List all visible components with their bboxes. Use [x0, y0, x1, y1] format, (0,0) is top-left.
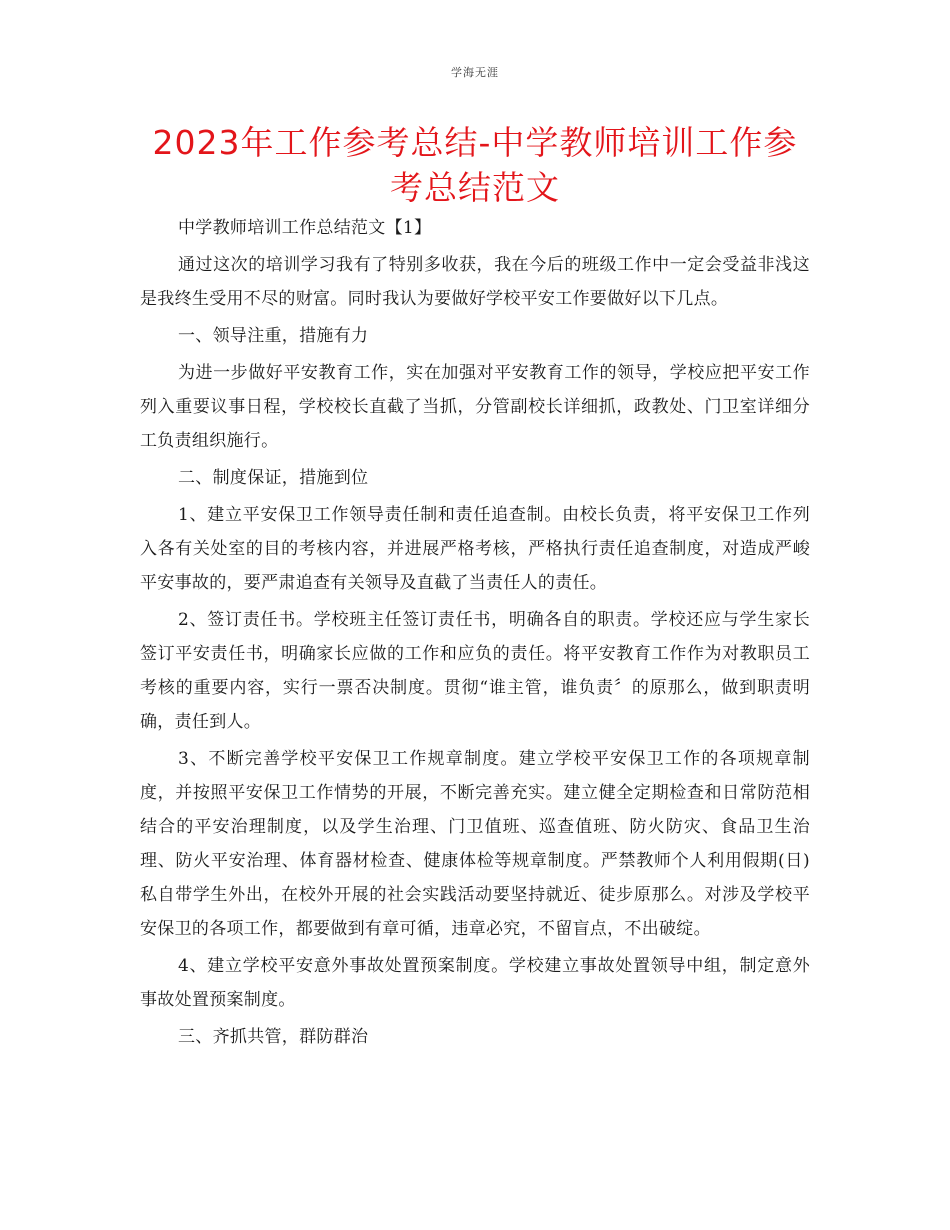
- section-heading: 三、齐抓共管，群防群治: [178, 1027, 369, 1047]
- page-header: 学海无涯: [451, 66, 499, 79]
- paragraph: 通过这次的培训学习我有了特别多收获，我在今后的班级工作中一定会受益非浅这是我终生受用不尽的财富。同时我认为要做好学校平安工作要做好以下几点。: [140, 255, 810, 309]
- section-heading: 中学教师培训工作总结范文【1】: [178, 218, 432, 238]
- paragraph: 1、建立平安保卫工作领导责任制和责任追查制。由校长负责，将平安保卫工作列入各有关处室的目的考核内容，并进展严格考核，严格执行责任追查制度，对造成严峻平安事故的，要严肃追查有关领导及直截了当责任人的责任。: [140, 505, 810, 593]
- paragraph: 为进一步做好平安教育工作，实在加强对平安教育工作的领导，学校应把平安工作列入重要议事日程，学校校长直截了当抓，分管副校长详细抓，政教处、门卫室详细分工负责组织施行。: [140, 363, 810, 451]
- paragraph: 2、签订责任书。学校班主任签订责任书，明确各自的职责。学校还应与学生家长签订平安责任书，明确家长应做的工作和应负的责任。将平安教育工作作为对教职员工考核的重要内容，实行一票否决制度。贯彻“谁主管，谁负责〞的原那么，做到职责明确，责任到人。: [140, 610, 810, 732]
- paragraph: 4、建立学校平安意外事故处置预案制度。学校建立事故处置领导中组，制定意外事故处置预案制度。: [140, 956, 810, 1010]
- section-heading: 一、领导注重，措施有力: [178, 326, 369, 346]
- section-heading: 二、制度保证，措施到位: [178, 468, 369, 488]
- document-title: 2023年工作参考总结-中学教师培训工作参考总结范文: [152, 123, 798, 207]
- document-body: [140, 211, 810, 1054]
- paragraph: 3、不断完善学校平安保卫工作规章制度。建立学校平安保卫工作的各项规章制度，并按照平安保卫工作情势的开展，不断完善充实。建立健全定期检查和日常防范相结合的平安治理制度，以及学生治理、门卫值班、巡查值班、防火防灾、食品卫生治理、防火平安治理、体育器材检查、健康体检等规章制度。严禁教师个人利用假期(日)私自带学生外出，在校外开展的社会实践活动要坚持就近、徒步原那么。对涉及学校平安保卫的各项工作，都要做到有章可循，违章必究，不留盲点，不出破绽。: [140, 749, 810, 939]
